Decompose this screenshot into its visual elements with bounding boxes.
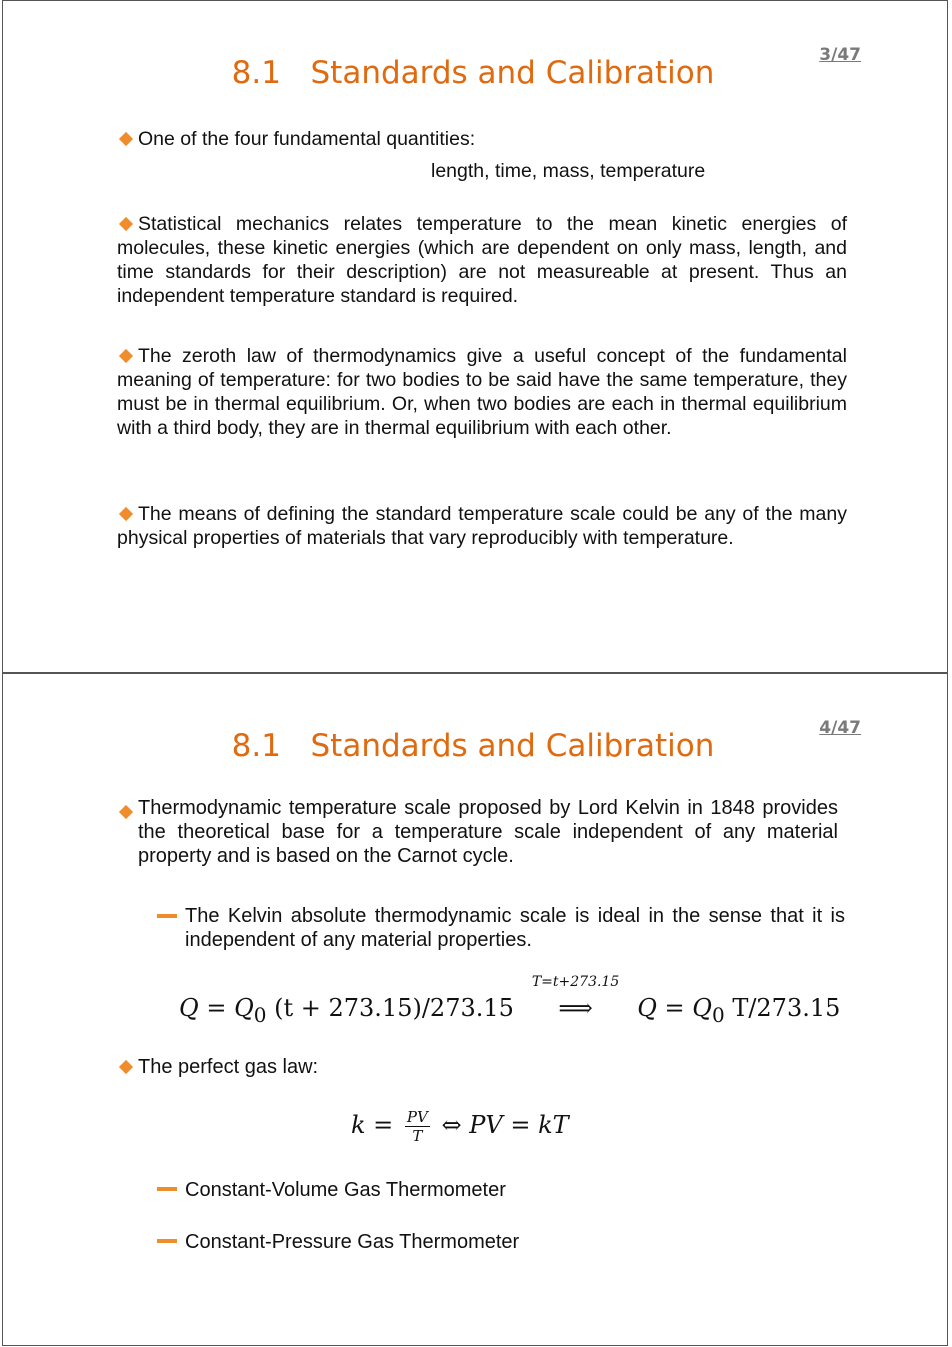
dash-bullet-icon xyxy=(157,1239,177,1243)
slide-4 xyxy=(2,673,948,1346)
diamond-bullet-icon xyxy=(119,507,133,521)
equation-left: (t + 273.15)/273.15 xyxy=(274,994,514,1022)
diamond-bullet-icon xyxy=(119,132,133,146)
arrow-label: T=t+273.15 xyxy=(531,974,620,990)
sub-bullet-text: Constant-Volume Gas Thermometer xyxy=(185,1179,506,1201)
diamond-bullet-icon xyxy=(119,1060,133,1074)
diamond-bullet-icon xyxy=(119,217,133,231)
bullet-paragraph xyxy=(117,127,847,151)
page-number: 3/47 xyxy=(819,45,861,65)
equation-right: T/273.15 xyxy=(732,994,841,1022)
quantities-list: length, time, mass, temperature xyxy=(431,160,706,182)
bullet-text: One of the four fundamental quantities: xyxy=(138,128,476,150)
sub-bullet-text: The Kelvin absolute thermodynamic scale is ideal in the sense that it is independent of any material properties. xyxy=(185,905,845,951)
slide-title: 8.1 Standards and Calibration xyxy=(231,728,715,764)
sub-bullet xyxy=(157,1178,847,1202)
bullet-paragraph xyxy=(117,796,847,868)
sub-bullet xyxy=(157,904,847,952)
bullet-text: Thermodynamic temperature scale proposed by Lord Kelvin in 1848 provides the theoretical base for a temperature scale independent of any material property and is based on the Carnot cycle. xyxy=(138,797,838,867)
implies-arrow-icon: T=t+273.15 ⟹ xyxy=(528,994,624,1022)
bullet-text: Statistical mechanics relates temperature to the mean kinetic energies of molecules, these kinetic energies (which are dependent on only mass, length, and time standards for their description) are not measureable at present. Thus an independent temperature standard is required. xyxy=(117,213,847,307)
fraction xyxy=(405,1108,430,1145)
sub-bullet-text: Constant-Pressure Gas Thermometer xyxy=(185,1231,520,1253)
dash-bullet-icon xyxy=(157,1187,177,1191)
bullet-text: The means of defining the standard temperature scale could be any of the many physical properties of materials that vary reproducibly with temperature. xyxy=(117,503,847,549)
bullet-paragraph xyxy=(117,502,847,550)
slide-3 xyxy=(2,0,948,673)
equation-lhs: k = xyxy=(351,1111,394,1139)
equation-rhs: ⇔ PV = kT xyxy=(441,1111,569,1139)
sub-bullet xyxy=(157,1230,847,1254)
bullet-text: The zeroth law of thermodynamics give a useful concept of the fundamental meaning of temperature: for two bodies to be said have the same temperature, they must be in thermal equilibrium. Or, when two bodies are each in thermal equilibrium with a third body, they are in thermal equilibrium with each other. xyxy=(117,345,847,439)
diamond-bullet-icon xyxy=(119,349,133,363)
kelvin-equation: $Q = Q_0$ (t + 273.15)/273.15 T=t+273.15 ⟹ $Q = Q_0$ T/273.15 xyxy=(179,974,841,1027)
gas-law-equation xyxy=(351,1108,569,1145)
bullet-paragraph xyxy=(117,1055,847,1079)
fraction-denominator: T xyxy=(412,1127,423,1145)
fraction-numerator: PV xyxy=(406,1108,428,1126)
page-number: 4/47 xyxy=(819,718,861,738)
bullet-text: The perfect gas law: xyxy=(138,1056,319,1078)
slide-title: 8.1 Standards and Calibration xyxy=(231,55,715,91)
dash-bullet-icon xyxy=(157,914,177,918)
bullet-paragraph xyxy=(117,212,847,308)
diamond-bullet-icon xyxy=(119,805,133,819)
bullet-paragraph xyxy=(117,344,847,440)
